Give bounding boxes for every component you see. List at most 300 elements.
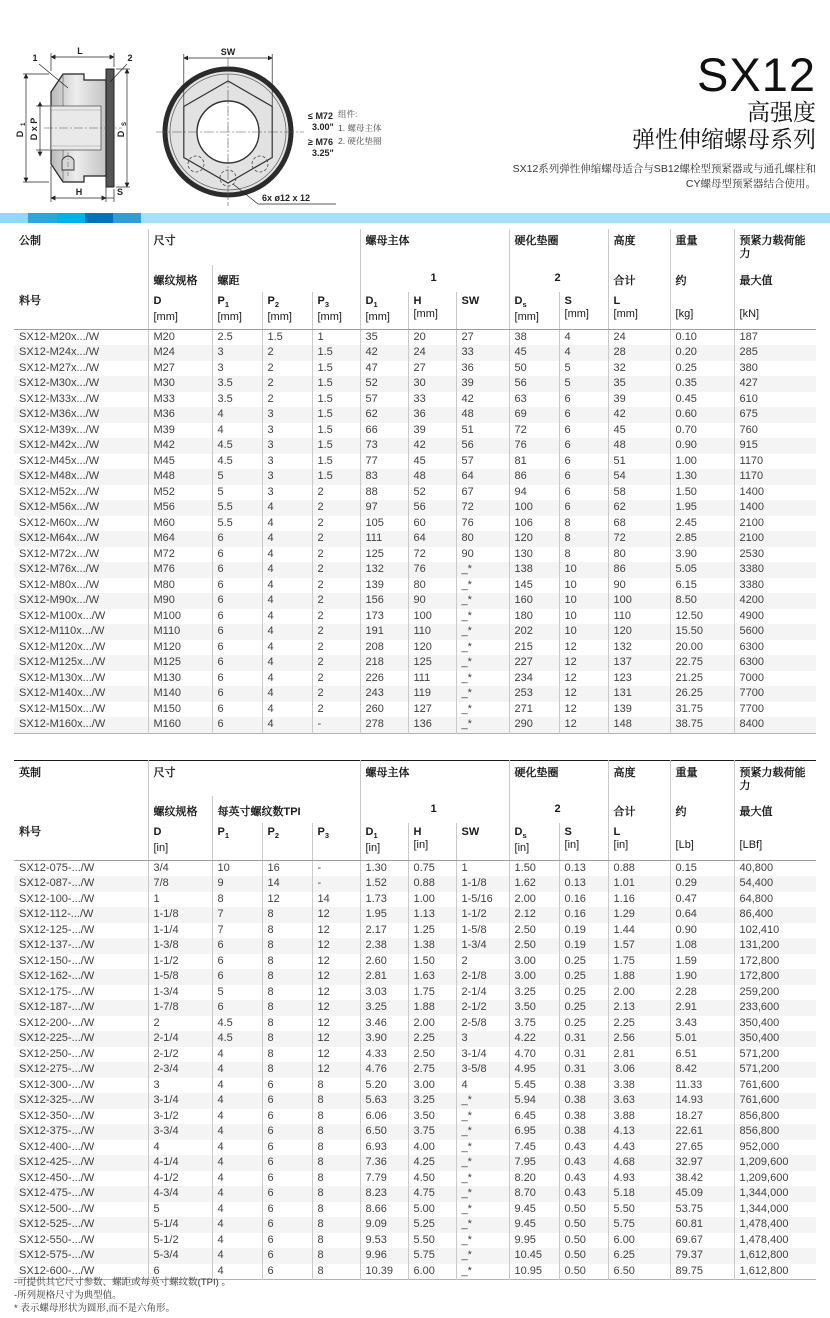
value-cell: M150 bbox=[148, 702, 212, 718]
sub-total: 合计 bbox=[608, 796, 670, 823]
value-cell: 1,209,600 bbox=[734, 1171, 816, 1187]
part-number-cell: SX12-425-.../W bbox=[19, 1156, 95, 1168]
value-cell: 100 bbox=[509, 500, 559, 516]
value-cell: 233,600 bbox=[734, 1000, 816, 1016]
col-D1: $D_1$ [in] bbox=[360, 823, 408, 860]
value-cell: 4.5 bbox=[212, 1016, 262, 1032]
value-cell: 1.52 bbox=[360, 876, 408, 892]
value-cell: 6 bbox=[262, 1093, 312, 1109]
value-cell: 8 bbox=[262, 907, 312, 923]
value-cell: 64 bbox=[408, 531, 456, 547]
value-cell: 1,209,600 bbox=[734, 1155, 816, 1171]
value-cell: 1.88 bbox=[608, 969, 670, 985]
value-cell: 7700 bbox=[734, 702, 816, 718]
value-cell: 6 bbox=[262, 1078, 312, 1094]
table-row bbox=[14, 717, 816, 733]
value-cell: 4.13 bbox=[608, 1124, 670, 1140]
col-P2: $P_2$ [mm] bbox=[262, 292, 312, 329]
part-number-cell: SX12-137-.../W bbox=[19, 939, 95, 951]
value-cell: 0.43 bbox=[559, 1171, 608, 1187]
value-cell: 14.93 bbox=[670, 1093, 734, 1109]
value-cell: 172,800 bbox=[734, 954, 816, 970]
value-cell: 2.60 bbox=[360, 954, 408, 970]
value-cell: 5 bbox=[559, 376, 608, 392]
col-L: L [mm] bbox=[608, 292, 670, 329]
value-cell: 39 bbox=[456, 376, 509, 392]
col-kg: [kg] bbox=[670, 292, 734, 329]
value-cell: 2.5 bbox=[212, 329, 262, 345]
value-cell: 12 bbox=[312, 907, 360, 923]
value-cell: 32.97 bbox=[670, 1155, 734, 1171]
value-cell: _* bbox=[456, 1202, 509, 1218]
part-number-cell: SX12-325-.../W bbox=[19, 1094, 95, 1106]
value-cell: M76 bbox=[148, 562, 212, 578]
dim-S bbox=[106, 189, 114, 202]
value-cell: 45 bbox=[509, 345, 559, 361]
value-cell: 2 bbox=[262, 376, 312, 392]
description-line-2: CY螺母型预紧器结合使用。 bbox=[685, 178, 816, 190]
value-cell: 12 bbox=[559, 686, 608, 702]
value-cell: 1.16 bbox=[608, 892, 670, 908]
value-cell: 4-1/4 bbox=[148, 1155, 212, 1171]
value-cell: 2.50 bbox=[408, 1047, 456, 1063]
value-cell: 4 bbox=[262, 500, 312, 516]
part-number-cell: SX12-225-.../W bbox=[19, 1032, 95, 1044]
value-cell: 1,478,400 bbox=[734, 1217, 816, 1233]
group-height: 高度 bbox=[608, 229, 670, 265]
value-cell: 3.00 bbox=[408, 1078, 456, 1094]
value-cell: 6 bbox=[212, 640, 262, 656]
value-cell: 6 bbox=[212, 671, 262, 687]
value-cell: 8 bbox=[262, 954, 312, 970]
value-cell: 6 bbox=[212, 702, 262, 718]
value-cell: 5 bbox=[212, 469, 262, 485]
value-cell: 0.88 bbox=[408, 876, 456, 892]
value-cell: 0.47 bbox=[670, 892, 734, 908]
sub-washer-num: 2 bbox=[509, 796, 608, 823]
value-cell: 12 bbox=[559, 717, 608, 733]
value-cell: 10 bbox=[559, 624, 608, 640]
value-cell: 7.36 bbox=[360, 1155, 408, 1171]
value-cell: 52 bbox=[360, 376, 408, 392]
value-cell: 67 bbox=[456, 485, 509, 501]
value-cell: 1,612,800 bbox=[734, 1248, 816, 1264]
value-cell: 2.00 bbox=[608, 985, 670, 1001]
value-cell: 191 bbox=[360, 624, 408, 640]
value-cell: 3 bbox=[262, 423, 312, 439]
callout-2: 2 bbox=[127, 53, 133, 63]
table-row bbox=[14, 469, 816, 485]
table-row bbox=[14, 985, 816, 1001]
value-cell: _* bbox=[456, 1186, 509, 1202]
value-cell: M33 bbox=[148, 392, 212, 408]
sub-max: 最大值 bbox=[734, 265, 816, 292]
value-cell: 10.45 bbox=[509, 1248, 559, 1264]
value-cell: 4.75 bbox=[408, 1186, 456, 1202]
footnote-2: -所列规格尺寸为典型值。 bbox=[14, 1290, 122, 1301]
value-cell: 1.73 bbox=[360, 892, 408, 908]
value-cell: 1.90 bbox=[670, 969, 734, 985]
part-number-cell: SX12-525-.../W bbox=[19, 1218, 95, 1230]
value-cell: 2100 bbox=[734, 531, 816, 547]
value-cell: 14 bbox=[262, 876, 312, 892]
dim-label-L: L bbox=[77, 46, 83, 56]
value-cell: 1 bbox=[456, 860, 509, 876]
series-description bbox=[513, 162, 816, 192]
part-number-cell: SX12-187-.../W bbox=[19, 1001, 95, 1013]
group-nut-body: 螺母主体 bbox=[360, 760, 509, 796]
part-number-cell: SX12-550-.../W bbox=[19, 1233, 95, 1246]
value-cell: 8.42 bbox=[670, 1062, 734, 1078]
col-P1: $P_1$ bbox=[212, 823, 262, 860]
value-cell: 111 bbox=[408, 671, 456, 687]
value-cell: 4.76 bbox=[360, 1062, 408, 1078]
value-cell: 0.13 bbox=[559, 876, 608, 892]
value-cell: 42 bbox=[408, 438, 456, 454]
value-cell: 6.15 bbox=[670, 578, 734, 594]
value-cell: 26.25 bbox=[670, 686, 734, 702]
value-cell: _* bbox=[456, 1264, 509, 1280]
value-cell: 2 bbox=[312, 609, 360, 625]
value-cell: 4 bbox=[212, 1093, 262, 1109]
value-cell: 3 bbox=[262, 469, 312, 485]
value-cell: 14 bbox=[312, 892, 360, 908]
col-kN: [kN] bbox=[734, 292, 816, 329]
value-cell: 57 bbox=[360, 392, 408, 408]
value-cell: 2 bbox=[312, 702, 360, 718]
value-cell: 761,600 bbox=[734, 1078, 816, 1094]
value-cell: 8 bbox=[312, 1093, 360, 1109]
value-cell: 33 bbox=[456, 345, 509, 361]
value-cell: 6 bbox=[262, 1109, 312, 1125]
accent-bar-segment bbox=[141, 213, 830, 223]
value-cell: 8.23 bbox=[360, 1186, 408, 1202]
value-cell: 8 bbox=[312, 1171, 360, 1187]
table-row bbox=[14, 655, 816, 671]
value-cell: 6 bbox=[212, 624, 262, 640]
value-cell: 215 bbox=[509, 640, 559, 656]
value-cell: 1170 bbox=[734, 469, 816, 485]
value-cell: 3 bbox=[456, 1031, 509, 1047]
value-cell: 18.27 bbox=[670, 1109, 734, 1125]
value-cell: 10 bbox=[559, 578, 608, 594]
sub-pitch: 螺距 bbox=[212, 265, 360, 292]
value-cell: 571,200 bbox=[734, 1062, 816, 1078]
value-cell: 2-1/4 bbox=[456, 985, 509, 1001]
value-cell: 8 bbox=[262, 1031, 312, 1047]
value-cell: 4 bbox=[212, 1124, 262, 1140]
part-number-cell: SX12-475-.../W bbox=[19, 1187, 95, 1199]
value-cell: 42 bbox=[360, 345, 408, 361]
value-cell: 0.43 bbox=[559, 1155, 608, 1171]
value-cell: 3.03 bbox=[360, 985, 408, 1001]
value-cell: 53.75 bbox=[670, 1202, 734, 1218]
value-cell: 2 bbox=[312, 485, 360, 501]
value-cell: 120 bbox=[408, 640, 456, 656]
value-cell: 4 bbox=[262, 516, 312, 532]
table-row bbox=[14, 923, 816, 939]
value-cell: 4 bbox=[148, 1140, 212, 1156]
value-cell: 0.25 bbox=[559, 1000, 608, 1016]
value-cell: 4 bbox=[212, 1140, 262, 1156]
sub-tpi: 每英寸螺纹数TPI bbox=[212, 796, 360, 823]
value-cell: 39 bbox=[408, 423, 456, 439]
value-cell: 0.50 bbox=[559, 1248, 608, 1264]
value-cell: 56 bbox=[456, 438, 509, 454]
value-cell: 0.16 bbox=[559, 892, 608, 908]
part-number-cell: SX12-275-.../W bbox=[19, 1063, 95, 1075]
value-cell: 3.63 bbox=[608, 1093, 670, 1109]
sub-approx: 约 bbox=[670, 265, 734, 292]
value-cell: 952,000 bbox=[734, 1140, 816, 1156]
value-cell: 86 bbox=[509, 469, 559, 485]
value-cell: 6 bbox=[262, 1217, 312, 1233]
dim-label-D1 bbox=[15, 122, 27, 137]
value-cell: 4.68 bbox=[608, 1155, 670, 1171]
metric-table-body bbox=[14, 329, 816, 733]
value-cell: 4 bbox=[559, 329, 608, 345]
value-cell: 8 bbox=[312, 1078, 360, 1094]
value-cell: 10.95 bbox=[509, 1264, 559, 1280]
value-cell: 4.25 bbox=[408, 1155, 456, 1171]
value-cell: 64 bbox=[456, 469, 509, 485]
part-number-cell: SX12-350-.../W bbox=[19, 1109, 95, 1122]
note-le-inch: 3.00" bbox=[312, 122, 334, 132]
value-cell: 0.25 bbox=[559, 985, 608, 1001]
value-cell: 1.44 bbox=[608, 923, 670, 939]
sub-nut-num: 1 bbox=[360, 265, 509, 292]
value-cell: 0.29 bbox=[670, 876, 734, 892]
value-cell: 0.50 bbox=[559, 1217, 608, 1233]
value-cell: 7.45 bbox=[509, 1140, 559, 1156]
value-cell: 12 bbox=[312, 969, 360, 985]
sub-washer-num: 2 bbox=[509, 265, 608, 292]
dim-label-Ds bbox=[116, 122, 128, 137]
value-cell: 0.50 bbox=[559, 1202, 608, 1218]
table-row bbox=[14, 438, 816, 454]
value-cell: 4.22 bbox=[509, 1031, 559, 1047]
value-cell: 6.00 bbox=[408, 1264, 456, 1280]
value-cell: 5.00 bbox=[408, 1202, 456, 1218]
value-cell: 33 bbox=[408, 392, 456, 408]
value-cell: 9.45 bbox=[509, 1202, 559, 1218]
part-number-cell: SX12-M100x.../W bbox=[19, 609, 106, 622]
value-cell: 39 bbox=[608, 392, 670, 408]
value-cell: 0.25 bbox=[670, 361, 734, 377]
imperial-table-header bbox=[14, 760, 816, 860]
value-cell: 51 bbox=[608, 454, 670, 470]
value-cell: 2.25 bbox=[608, 1016, 670, 1032]
part-number-cell: SX12-M125x.../W bbox=[19, 656, 106, 668]
col-D: D [mm] bbox=[148, 292, 212, 329]
value-cell: M39 bbox=[148, 423, 212, 439]
value-cell: 208 bbox=[360, 640, 408, 656]
technical-drawing bbox=[6, 44, 346, 214]
value-cell: 1.00 bbox=[408, 892, 456, 908]
value-cell: 4.70 bbox=[509, 1047, 559, 1063]
value-cell: 6 bbox=[212, 547, 262, 563]
value-cell: 5.01 bbox=[670, 1031, 734, 1047]
value-cell: 80 bbox=[408, 578, 456, 594]
value-cell: 856,800 bbox=[734, 1124, 816, 1140]
front-view bbox=[156, 47, 336, 206]
value-cell: 97 bbox=[360, 500, 408, 516]
value-cell: 31.75 bbox=[670, 702, 734, 718]
value-cell: 1.30 bbox=[670, 469, 734, 485]
page-header bbox=[0, 0, 830, 213]
value-cell: 2-1/4 bbox=[148, 1031, 212, 1047]
value-cell: 4 bbox=[262, 702, 312, 718]
value-cell: 6 bbox=[262, 1155, 312, 1171]
value-cell: 12 bbox=[559, 640, 608, 656]
accent-bar-segment bbox=[85, 213, 113, 223]
value-cell: 2-5/8 bbox=[456, 1016, 509, 1032]
value-cell: 0.50 bbox=[559, 1233, 608, 1249]
value-cell: 137 bbox=[608, 655, 670, 671]
value-cell: 72 bbox=[608, 531, 670, 547]
part-number-cell: SX12-575-.../W bbox=[19, 1249, 95, 1261]
value-cell: 9.45 bbox=[509, 1217, 559, 1233]
value-cell: 6 bbox=[559, 454, 608, 470]
table-row bbox=[14, 516, 816, 532]
value-cell: 290 bbox=[509, 717, 559, 733]
value-cell: 86,400 bbox=[734, 907, 816, 923]
value-cell: 2 bbox=[312, 624, 360, 640]
value-cell: 4 bbox=[212, 407, 262, 423]
value-cell: 7 bbox=[212, 907, 262, 923]
value-cell: 1.57 bbox=[608, 938, 670, 954]
value-cell: _* bbox=[456, 686, 509, 702]
value-cell: 1,612,800 bbox=[734, 1264, 816, 1280]
value-cell: 6.50 bbox=[608, 1264, 670, 1280]
value-cell: 8 bbox=[262, 985, 312, 1001]
value-cell: 2 bbox=[312, 655, 360, 671]
value-cell: M140 bbox=[148, 686, 212, 702]
value-cell: 24 bbox=[408, 345, 456, 361]
value-cell: 6 bbox=[559, 407, 608, 423]
value-cell: 4 bbox=[212, 1217, 262, 1233]
value-cell: 1-1/8 bbox=[148, 907, 212, 923]
value-cell: 3-1/4 bbox=[456, 1047, 509, 1063]
value-cell: 131,200 bbox=[734, 938, 816, 954]
sub-thread-spec: 螺纹规格 bbox=[148, 796, 212, 823]
col-P3: $P_3$ [mm] bbox=[312, 292, 360, 329]
value-cell: 0.15 bbox=[670, 860, 734, 876]
value-cell: 2 bbox=[312, 671, 360, 687]
value-cell: 22.61 bbox=[670, 1124, 734, 1140]
sub-nut-num: 1 bbox=[360, 796, 509, 823]
value-cell: 119 bbox=[408, 686, 456, 702]
value-cell: 4-3/4 bbox=[148, 1186, 212, 1202]
value-cell: 180 bbox=[509, 609, 559, 625]
value-cell: 1.50 bbox=[509, 860, 559, 876]
value-cell: 5.75 bbox=[408, 1248, 456, 1264]
series-subtitle-2: 弹性伸缩螺母系列 bbox=[632, 126, 816, 152]
value-cell: 0.13 bbox=[559, 860, 608, 876]
value-cell: 1170 bbox=[734, 454, 816, 470]
value-cell: 100 bbox=[608, 593, 670, 609]
value-cell: 1400 bbox=[734, 485, 816, 501]
part-number-cell: SX12-M160x.../W bbox=[19, 718, 106, 730]
dim-label-H: H bbox=[75, 187, 83, 197]
col-H: H [mm] bbox=[408, 292, 456, 329]
table-row bbox=[14, 671, 816, 687]
part-number-cell: SX12-M42x.../W bbox=[19, 439, 100, 451]
value-cell: 27 bbox=[408, 361, 456, 377]
value-cell: 3.50 bbox=[408, 1109, 456, 1125]
value-cell: 0.90 bbox=[670, 438, 734, 454]
value-cell: 4 bbox=[262, 531, 312, 547]
part-number-cell: SX12-200-.../W bbox=[19, 1016, 95, 1029]
accent-bar bbox=[0, 213, 830, 223]
table-row bbox=[14, 376, 816, 392]
table-row bbox=[14, 1047, 816, 1063]
component-item-2: 2. 硬化垫圈 bbox=[338, 136, 382, 146]
value-cell: 0.31 bbox=[559, 1047, 608, 1063]
dim-label-SW: SW bbox=[220, 47, 236, 57]
value-cell: 285 bbox=[734, 345, 816, 361]
value-cell: 5 bbox=[559, 361, 608, 377]
value-cell: 2100 bbox=[734, 516, 816, 532]
value-cell: - bbox=[312, 876, 360, 892]
group-weight: 重量 bbox=[670, 229, 734, 265]
value-cell: 8 bbox=[312, 1217, 360, 1233]
value-cell: 1-1/8 bbox=[456, 876, 509, 892]
value-cell: 1-5/8 bbox=[148, 969, 212, 985]
value-cell: - bbox=[312, 717, 360, 733]
group-weight: 重量 bbox=[670, 760, 734, 796]
value-cell: 12 bbox=[312, 1016, 360, 1032]
part-number-cell: SX12-M45x.../W bbox=[19, 454, 100, 467]
value-cell: 8 bbox=[262, 1047, 312, 1063]
value-cell: 130 bbox=[509, 547, 559, 563]
value-cell: 156 bbox=[360, 593, 408, 609]
value-cell: 6.95 bbox=[509, 1124, 559, 1140]
value-cell: 63 bbox=[509, 392, 559, 408]
value-cell: 72 bbox=[456, 500, 509, 516]
value-cell: 2 bbox=[262, 361, 312, 377]
value-cell: 2.12 bbox=[509, 907, 559, 923]
value-cell: 7 bbox=[212, 923, 262, 939]
value-cell: 4 bbox=[212, 1047, 262, 1063]
value-cell: 12 bbox=[559, 702, 608, 718]
value-cell: 1.5 bbox=[312, 345, 360, 361]
table-row bbox=[14, 407, 816, 423]
value-cell: 1.50 bbox=[670, 485, 734, 501]
part-number-cell: SX12-M76x.../W bbox=[19, 563, 100, 575]
table-row bbox=[14, 392, 816, 408]
value-cell: 38 bbox=[509, 329, 559, 345]
value-cell: 57 bbox=[456, 454, 509, 470]
value-cell: 69.67 bbox=[670, 1233, 734, 1249]
value-cell: 10.39 bbox=[360, 1264, 408, 1280]
value-cell: 2.75 bbox=[408, 1062, 456, 1078]
value-cell: 6 bbox=[212, 954, 262, 970]
value-cell: 2-1/2 bbox=[148, 1047, 212, 1063]
components-title: 组件: bbox=[338, 109, 358, 119]
value-cell: 6 bbox=[262, 1171, 312, 1187]
value-cell: 160 bbox=[509, 593, 559, 609]
value-cell: 8 bbox=[559, 531, 608, 547]
value-cell: _* bbox=[456, 1140, 509, 1156]
value-cell: 2-1/8 bbox=[456, 969, 509, 985]
col-H: H [in] bbox=[408, 823, 456, 860]
value-cell: 0.31 bbox=[559, 1031, 608, 1047]
value-cell: 5.18 bbox=[608, 1186, 670, 1202]
value-cell: 60 bbox=[408, 516, 456, 532]
value-cell: 42 bbox=[608, 407, 670, 423]
value-cell: 69 bbox=[509, 407, 559, 423]
